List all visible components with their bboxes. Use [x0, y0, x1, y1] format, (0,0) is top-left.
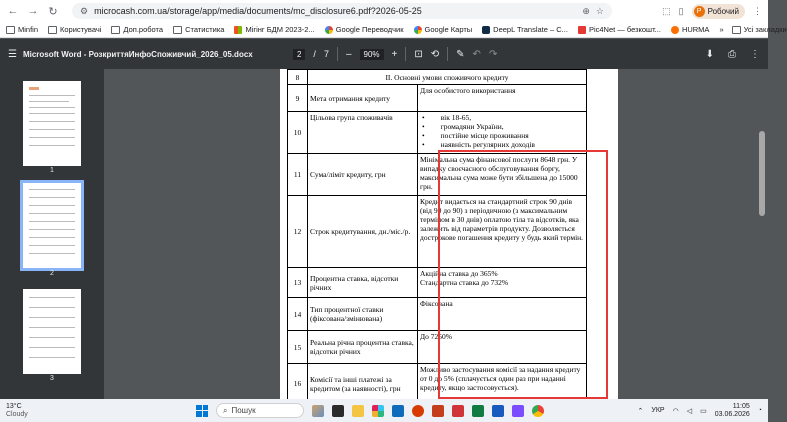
- page-number-input[interactable]: 2: [293, 49, 305, 60]
- page-separator: /: [313, 49, 316, 59]
- volume-icon[interactable]: ◁: [686, 407, 693, 415]
- row-value: Можливо застосування комісії за надання кредиту от 0 до 5% (сплачується один раз при наданні кредиту, якщо застосовується).: [418, 364, 587, 404]
- clock-date: 03.06.2026: [714, 410, 750, 418]
- row-value: Мінімальна сума фінансової послуги 8648 грн. У випадку своєчасного обслуговування боргу, максимальна сума може бути збільшена до 15000 грн.: [418, 154, 587, 196]
- hamburger-menu-icon[interactable]: ☰: [8, 48, 17, 60]
- row-number: 8: [288, 70, 308, 85]
- document-table: [287, 69, 587, 404]
- table-row: [288, 85, 587, 112]
- folder-icon: [111, 26, 120, 34]
- divider: [447, 47, 448, 61]
- all-bookmarks-label: Усі закладки: [743, 25, 787, 34]
- row-value: Фіксована: [418, 298, 587, 331]
- save-icon[interactable]: ⬇: [705, 48, 714, 60]
- weather-widget[interactable]: [6, 403, 66, 418]
- thumbnail-page-1[interactable]: [23, 81, 81, 166]
- row-value: Кредит видається на стандартний строк 90 днів (від 90 до 90) з періодичною (з максимальним терміном в 30 днів) оплатою тіла та відсотків, яка залежить від параметрів продукту. Дозволяється дострокове погашення кредиту у будь який термін.: [418, 196, 587, 268]
- weather-temp: 13°C: [6, 402, 22, 410]
- thumbnail-sidebar: [0, 69, 104, 399]
- bookmark-extra-work[interactable]: [111, 25, 163, 34]
- bookmark-google-maps[interactable]: [414, 25, 473, 34]
- deepl-icon: [482, 26, 490, 34]
- bookmark-label: Користувачі: [60, 25, 102, 34]
- bookmark-label: Статистика: [185, 25, 225, 34]
- list-item: • наявність регулярних доходів: [422, 140, 584, 149]
- row-label: Тип процентної ставки (фіксована/змінювана): [308, 298, 418, 331]
- tray-chevron-icon[interactable]: ⌃: [637, 407, 644, 415]
- row-value: Для особистого використання: [418, 85, 587, 112]
- pdf-title: Microsoft Word - РозкриттяИнфоСпоживчий_2026_05.docx: [22, 49, 253, 59]
- wifi-icon[interactable]: ◠: [672, 407, 679, 415]
- bookmark-label: HURMA: [681, 25, 710, 34]
- thumbnail-page-3[interactable]: [23, 289, 81, 374]
- row-number: 16: [288, 364, 308, 404]
- word-icon[interactable]: [492, 405, 504, 417]
- row-label: Сума/ліміт кредиту, грн: [308, 154, 418, 196]
- file-explorer-icon[interactable]: [352, 405, 364, 417]
- clock[interactable]: [715, 403, 750, 418]
- notification-bell-icon[interactable]: ◔: [757, 407, 762, 414]
- print-icon[interactable]: ⎙: [728, 48, 736, 60]
- microsoft-icon: [234, 26, 242, 34]
- pdf-viewer[interactable]: [104, 69, 756, 399]
- chevron-right-icon[interactable]: »: [719, 25, 724, 34]
- bookmark-star-icon[interactable]: ☆: [595, 5, 604, 16]
- row-number: 14: [288, 298, 308, 331]
- bookmark-minfin[interactable]: [6, 25, 38, 34]
- row-label: Комісії та інші платежі за кредитом (за наявності), грн: [308, 364, 418, 404]
- pdf-toolbar: [0, 39, 768, 69]
- row-label: Процентна ставка, відсотки річних: [308, 268, 418, 298]
- all-bookmarks[interactable]: [732, 25, 787, 34]
- table-row: [288, 196, 587, 268]
- page-total: 7: [323, 49, 329, 59]
- list-item: • громадяни України,: [422, 122, 584, 131]
- table-row: [288, 70, 587, 85]
- address-bar[interactable]: [72, 3, 612, 19]
- bookmark-label: Мігінг БДМ 2023-2...: [245, 25, 315, 34]
- list-item: • постійне місце проживання: [422, 131, 584, 140]
- row-number: 12: [288, 196, 308, 268]
- folder-icon: [6, 26, 15, 34]
- bookmark-users[interactable]: [48, 25, 101, 34]
- menu-icon[interactable]: ⋮: [753, 5, 762, 16]
- thumbnail-number: 2: [50, 270, 54, 277]
- thumbnail-number: 3: [50, 375, 54, 382]
- list-item: • вік 18-65,: [422, 113, 584, 122]
- bookmark-google-translate[interactable]: [325, 25, 404, 34]
- chrome-icon[interactable]: [532, 405, 544, 417]
- taskbar-search[interactable]: [216, 403, 304, 418]
- taskbar: [0, 399, 768, 422]
- table-row: [288, 154, 587, 196]
- logo-mark: [29, 87, 39, 90]
- zoom-input[interactable]: 90%: [360, 49, 384, 60]
- target-group-list: [420, 113, 584, 149]
- slack-icon[interactable]: [372, 405, 384, 417]
- hurma-icon: [671, 26, 679, 34]
- bookmarks-bar: [0, 22, 787, 38]
- avatar: Р: [694, 6, 705, 17]
- task-view-icon[interactable]: [332, 405, 344, 417]
- row-number: 11: [288, 154, 308, 196]
- row-value: [418, 112, 587, 154]
- pdf-page: [280, 69, 618, 409]
- extensions-icon[interactable]: ⬚: [662, 5, 671, 16]
- weather-condition: Cloudy: [6, 410, 28, 418]
- rotate-icon[interactable]: ⟲: [430, 48, 440, 60]
- bookmark-label: Minfin: [18, 25, 39, 34]
- row-label: Цільова група споживачів: [308, 112, 418, 154]
- row-label: Мета отримання кредиту: [308, 85, 418, 112]
- row-label: Строк кредитування, дн./міс./р.: [308, 196, 418, 268]
- app-icon[interactable]: [512, 405, 524, 417]
- zoom-out-button[interactable]: –: [345, 48, 352, 60]
- language-indicator[interactable]: УКР: [651, 407, 665, 414]
- row-number: 10: [288, 112, 308, 154]
- row-number: 13: [288, 268, 308, 298]
- reload-icon[interactable]: ↻: [48, 5, 58, 18]
- table-row: [288, 298, 587, 331]
- excel-icon[interactable]: [472, 405, 484, 417]
- office-icon[interactable]: [412, 405, 424, 417]
- url-text[interactable]: microcash.com.ua/storage/app/media/documents/mc_disclosure6.pdf?2026-05-25: [94, 6, 422, 16]
- undo-icon[interactable]: ↶: [472, 48, 481, 60]
- redo-icon[interactable]: ↷: [488, 48, 498, 60]
- forward-icon[interactable]: →: [27, 5, 39, 17]
- search-placeholder: Пошук: [231, 406, 256, 415]
- bookmark-label: Pic4Net — безкошт...: [588, 25, 661, 34]
- folder-icon: [732, 26, 741, 34]
- thumbnail-number: 1: [50, 167, 54, 174]
- outlook-icon[interactable]: [392, 405, 404, 417]
- pic4net-icon: [578, 26, 586, 34]
- bookmark-label: Доп.робота: [123, 25, 164, 34]
- row-number: 15: [288, 331, 308, 364]
- clock-time: 11:05: [732, 402, 750, 410]
- folder-icon: [173, 26, 182, 34]
- zoom-icon[interactable]: ⊕: [582, 5, 590, 16]
- google-icon: [414, 26, 422, 34]
- bookmark-label: Google Переводчик: [335, 25, 404, 34]
- bookmark-hurma[interactable]: [671, 25, 710, 34]
- pdf-reader-icon[interactable]: [452, 405, 464, 417]
- promo-rate: Акційна ставка до 365%: [420, 269, 498, 278]
- powerpoint-icon[interactable]: [432, 405, 444, 417]
- divider: [337, 47, 338, 61]
- bookmark-deepl[interactable]: [482, 25, 568, 34]
- bookmark-label: Google Карты: [424, 25, 473, 34]
- bookmark-statistics[interactable]: [173, 25, 224, 34]
- divider: [405, 47, 406, 61]
- profile-button[interactable]: [692, 4, 745, 19]
- section-heading: II. Основні умови споживчого кредиту: [308, 70, 587, 85]
- search-icon: ⌕: [223, 405, 228, 415]
- annotate-icon[interactable]: ✎: [456, 48, 465, 60]
- bookmark-pic4net[interactable]: [578, 25, 661, 34]
- row-value: До 7250%: [418, 331, 587, 364]
- fit-page-icon[interactable]: ⊡: [414, 48, 423, 60]
- thumbnail-page-2[interactable]: [23, 183, 81, 268]
- google-icon: [325, 26, 333, 34]
- table-row: [288, 268, 587, 298]
- site-info-icon[interactable]: ⚙: [80, 5, 89, 16]
- table-row: [288, 364, 587, 404]
- folder-icon: [48, 26, 57, 34]
- more-icon[interactable]: ⋮: [750, 48, 760, 60]
- table-row: [288, 331, 587, 364]
- standard-rate: Стандартна ставка до 732%: [420, 278, 509, 287]
- row-label: Реальна річна процентна ставка, відсотки річних: [308, 331, 418, 364]
- vertical-scrollbar[interactable]: [756, 69, 768, 399]
- scrollbar-thumb[interactable]: [759, 131, 765, 216]
- widgets-icon[interactable]: [312, 405, 324, 417]
- row-number: 9: [288, 85, 308, 112]
- battery-icon[interactable]: ▭: [700, 407, 707, 415]
- profile-label: Робочий: [707, 6, 739, 16]
- table-row: [288, 112, 587, 154]
- bookmark-migration[interactable]: [234, 25, 314, 34]
- sidepanel-icon[interactable]: ▯: [678, 5, 684, 16]
- browser-toolbar: [0, 0, 768, 22]
- windows-start-icon[interactable]: [196, 405, 208, 417]
- bookmark-label: DeepL Translate – С...: [493, 25, 568, 34]
- row-value: [418, 268, 587, 298]
- zoom-in-button[interactable]: +: [391, 48, 398, 60]
- back-icon[interactable]: ←: [7, 5, 19, 17]
